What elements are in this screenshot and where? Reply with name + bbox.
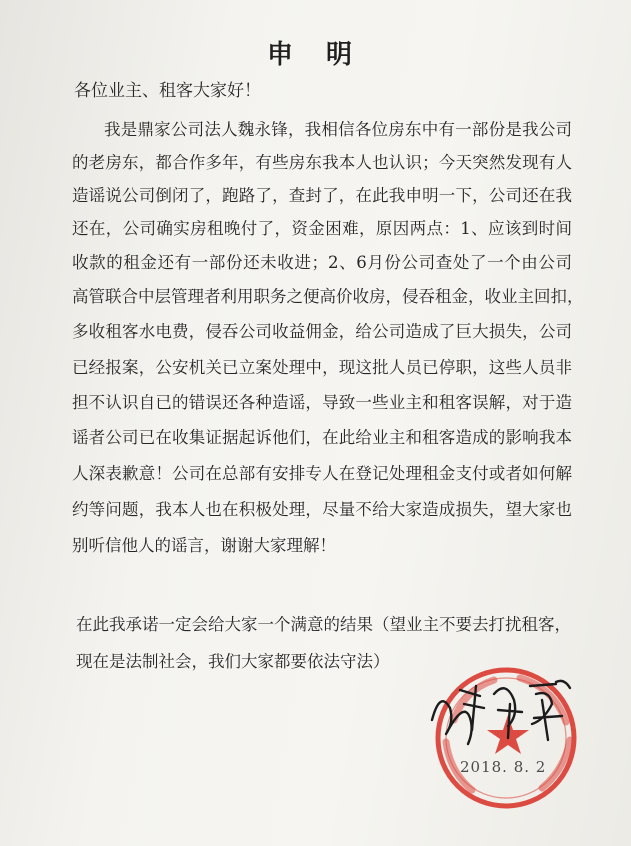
body-line: 收款的租金还有一部份还未收进；2、6月份公司查处了一个由公司 <box>72 253 572 272</box>
body-line: 我是鼎家公司法人魏永锋，我相信各位房东中有一部份是我公司 <box>104 120 572 139</box>
document-title: 申 明 <box>266 40 365 70</box>
body-line: 已经报案，公安机关已立案处理中，现这批人员已停职，这些人员非 <box>72 358 572 377</box>
company-seal <box>424 660 584 810</box>
promise-line: 在此我承诺一定会给大家一个满意的结果（望业主不要去打扰租客， <box>76 615 571 634</box>
body-line: 高管联合中层管理者利用职务之便高价收房，侵吞租金，收业主回扣， <box>72 287 584 306</box>
body-line: 造谣说公司倒闭了，跑路了，查封了，在此我申明一下，公司还在我 <box>72 186 572 205</box>
body-line: 还在，公司确实房租晚付了，资金困难，原因两点：1、应该到时间 <box>72 219 572 238</box>
body-line: 担不认识自已的错误还各种造谣，导致一些业主和租客误解，对于造 <box>72 393 572 412</box>
promise-line: 现在是法制社会，我们大家都要依法守法） <box>76 652 390 671</box>
document-date: 2018. 8. 2 <box>460 758 547 776</box>
body-line: 的老房东，都合作多年，有些房东我本人也认识；今天突然发现有人 <box>72 153 572 172</box>
body-line: 约等问题，我本人也在积极处理，尽量不给大家造成损失，望大家也 <box>72 500 572 519</box>
body-line: 谣者公司已在收集证据起诉他们，在此给业主和租客造成的影响我本 <box>72 428 572 447</box>
seal-graphic <box>424 660 584 810</box>
body-line: 多收租客水电费，侵吞公司收益佣金，给公司造成了巨大损失，公司 <box>72 322 572 341</box>
greeting: 各位业主、租客大家好！ <box>74 81 261 101</box>
body-line: 人深表歉意！公司在总部有安排专人在登记处理租金支付或者如何解 <box>72 464 572 483</box>
body-line: 别听信他人的谣言，谢谢大家理解！ <box>72 536 336 555</box>
